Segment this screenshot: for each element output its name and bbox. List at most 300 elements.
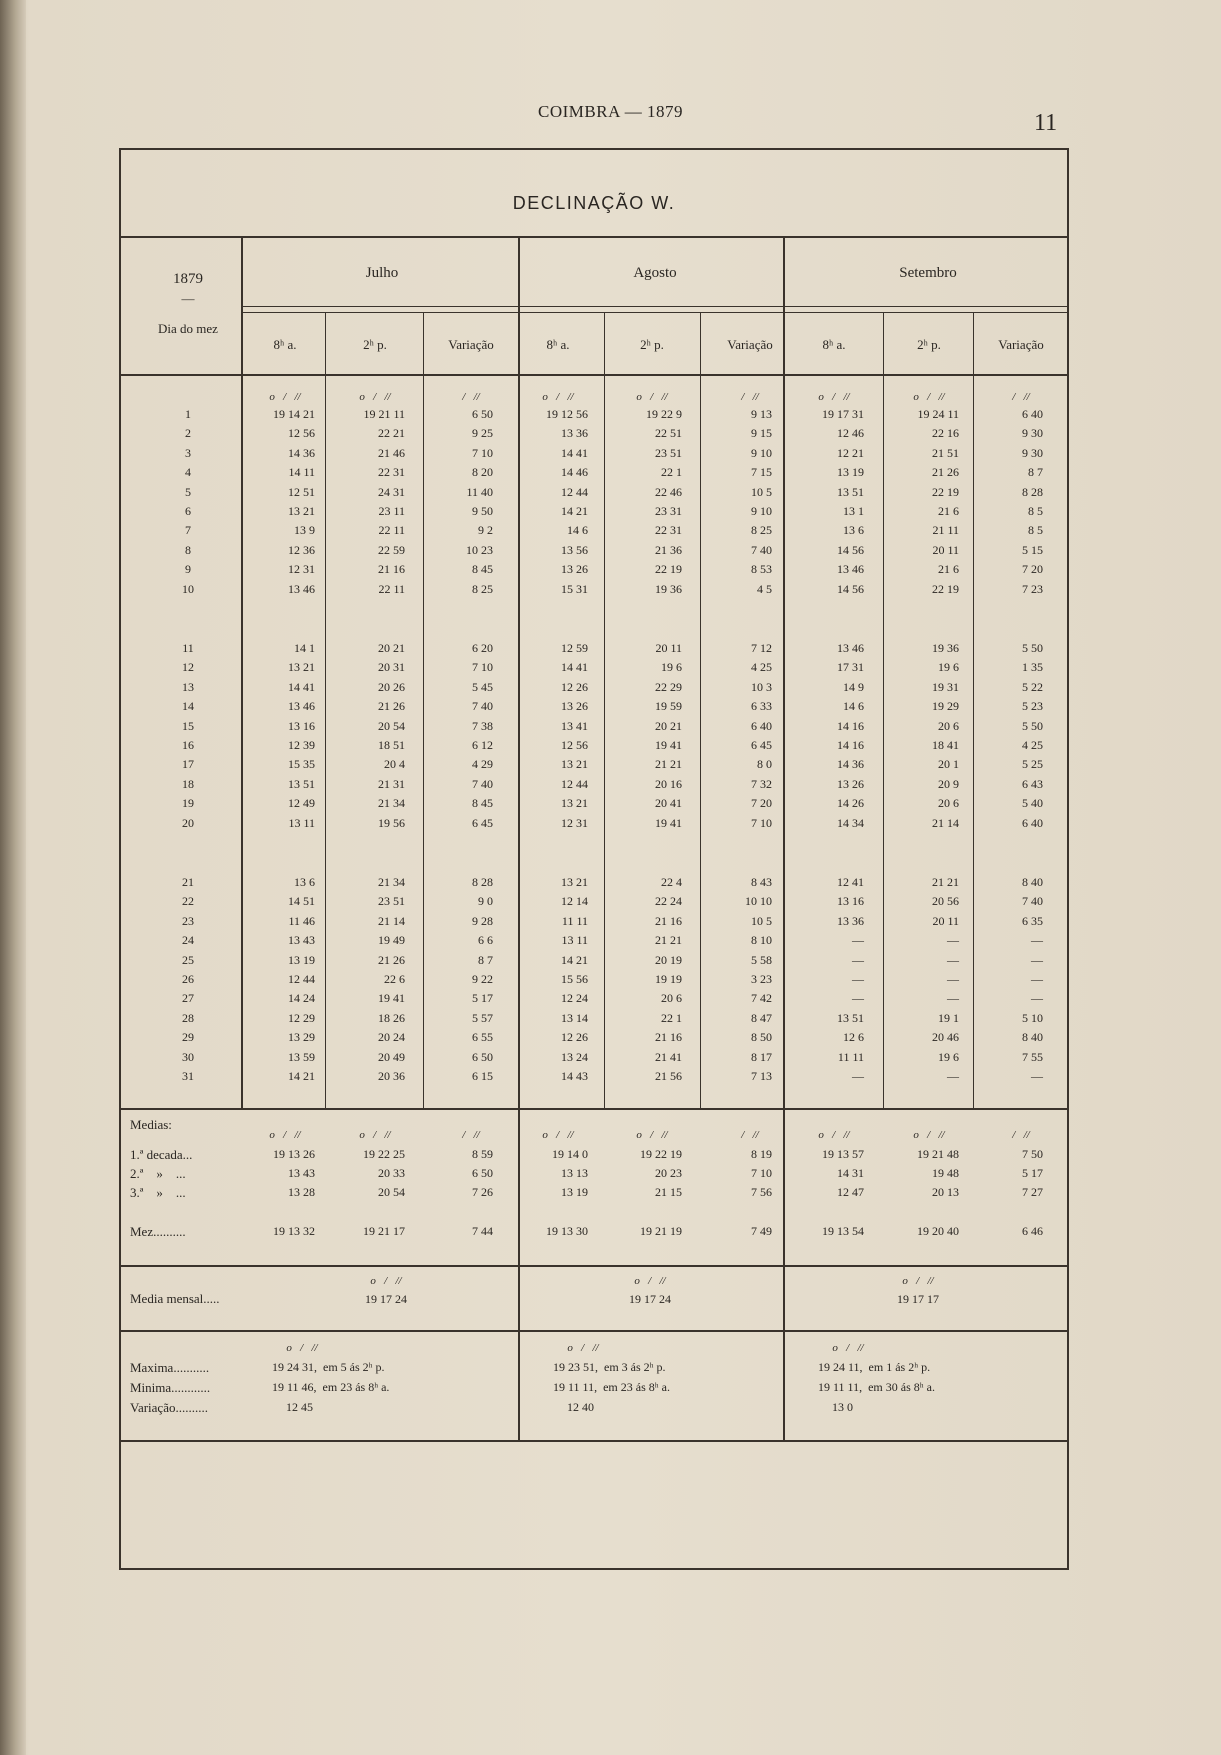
cell-julho-8h: 13 29 [288, 1030, 315, 1045]
cell-setembro-2h: 19 6 [938, 1049, 959, 1064]
cell-julho-2h: 22 21 [378, 426, 405, 441]
cell-setembro-2h: 19 1 [938, 1010, 959, 1025]
cell-julho-var: 4 29 [472, 757, 493, 772]
cell-setembro-2h: 21 21 [932, 875, 959, 889]
day-number: 15 [182, 718, 194, 733]
cell-agosto-8h: 12 14 [561, 894, 588, 909]
cell-agosto-2h: 20 6 [661, 991, 682, 1006]
medias-julho-8h: 13 43 [288, 1166, 315, 1180]
medias-row-label: 2.ª » ... [130, 1166, 186, 1181]
subheader-setembro-0: 8ʰ a. [822, 337, 846, 352]
cell-setembro-2h: 20 6 [938, 718, 959, 733]
cell-setembro-var: 7 20 [1022, 562, 1043, 577]
cell-setembro-8h: 13 46 [837, 562, 864, 577]
cell-agosto-2h: 22 4 [661, 875, 682, 889]
cell-setembro-2h: 20 1 [938, 757, 959, 772]
cell-setembro-8h: 13 46 [837, 641, 864, 655]
media-mensal-setembro: 19 17 17 [897, 1292, 939, 1306]
cell-agosto-8h: 13 26 [561, 699, 588, 714]
medias-julho-2h: 19 22 25 [363, 1147, 405, 1161]
cell-setembro-var: 5 22 [1022, 679, 1043, 694]
cell-agosto-2h: 19 41 [655, 738, 682, 752]
unit-media-mensal-setembro: o / // [902, 1275, 934, 1287]
cell-agosto-var: 7 32 [751, 776, 772, 791]
media-mensal-agosto: 19 17 24 [629, 1292, 671, 1306]
cell-agosto-2h: 23 51 [655, 445, 682, 460]
medias-agosto-var: 7 10 [751, 1166, 772, 1180]
cell-agosto-2h: 19 41 [655, 815, 682, 830]
day-number: 30 [182, 1049, 194, 1064]
cell-julho-var: 6 15 [472, 1069, 493, 1083]
cell-julho-2h: 19 21 11 [363, 407, 405, 421]
cell-setembro-var: 6 40 [1022, 407, 1043, 421]
cell-agosto-var: 10 3 [751, 679, 772, 694]
day-number: 1 [185, 407, 191, 421]
cell-agosto-var: 7 20 [751, 796, 772, 811]
cell-agosto-var: 8 10 [751, 933, 772, 948]
cell-julho-8h: 14 41 [288, 679, 315, 694]
unit-extremes-agosto: o / // [567, 1342, 599, 1354]
unit-julho-var: / // [462, 391, 480, 403]
cell-agosto-var: 6 45 [751, 738, 772, 752]
cell-agosto-8h: 14 43 [561, 1069, 588, 1083]
unit-julho-p2: o / // [359, 391, 391, 403]
cell-agosto-8h: 14 41 [561, 445, 588, 460]
cell-agosto-2h: 21 16 [655, 1030, 682, 1045]
medias-setembro-var: 6 46 [1022, 1224, 1043, 1238]
cell-setembro-var: 8 7 [1028, 465, 1043, 480]
cell-setembro-8h: 13 19 [837, 465, 864, 480]
cell-setembro-var: — [1031, 1069, 1043, 1083]
cell-setembro-8h: 14 9 [843, 679, 864, 694]
extreme-label: Variação.......... [130, 1400, 208, 1415]
table-rule [121, 374, 1067, 376]
extreme-label: Minima............ [130, 1380, 211, 1395]
medias-julho-var: 6 50 [472, 1166, 493, 1180]
cell-setembro-2h: 18 41 [932, 738, 959, 752]
cell-setembro-2h: 19 36 [932, 641, 959, 655]
cell-setembro-var: 8 5 [1028, 504, 1043, 518]
cell-julho-8h: 12 36 [288, 542, 315, 557]
cell-julho-2h: 20 26 [378, 679, 405, 694]
medias-setembro-8h: 19 13 54 [822, 1224, 864, 1238]
cell-setembro-var: 8 40 [1022, 1030, 1043, 1045]
cell-setembro-var: 8 40 [1022, 875, 1043, 889]
cell-julho-8h: 13 11 [288, 815, 315, 830]
cell-julho-8h: 13 19 [288, 952, 315, 967]
table-rule [700, 312, 701, 1108]
cell-setembro-8h: 17 31 [837, 660, 864, 675]
day-number: 18 [182, 776, 194, 791]
cell-agosto-8h: 13 36 [561, 426, 588, 441]
cell-setembro-2h: 20 6 [938, 796, 959, 811]
day-number: 16 [182, 738, 194, 752]
cell-julho-2h: 21 26 [378, 952, 405, 967]
cell-agosto-8h: 14 21 [561, 952, 588, 967]
medias-julho-8h: 19 13 32 [273, 1224, 315, 1238]
day-number: 6 [185, 504, 191, 518]
cell-agosto-8h: 19 12 56 [546, 407, 588, 421]
unit-setembro-a8: o / // [818, 391, 850, 403]
medias-setembro-8h: 19 13 57 [822, 1147, 864, 1161]
medias-setembro-2h: 19 21 48 [917, 1147, 959, 1161]
cell-julho-2h: 20 24 [378, 1030, 405, 1045]
unit-medias-julho-p2: o / // [359, 1129, 391, 1141]
unit-extremes-setembro: o / // [832, 1342, 864, 1354]
cell-agosto-2h: 19 19 [655, 972, 682, 986]
cell-agosto-var: 8 50 [751, 1030, 772, 1045]
unit-media-mensal-julho: o / // [370, 1275, 402, 1287]
cell-setembro-8h: — [852, 972, 864, 986]
cell-setembro-2h: 22 19 [932, 581, 959, 596]
cell-julho-var: 7 40 [472, 699, 493, 714]
media-mensal-label: Media mensal..... [130, 1291, 220, 1306]
cell-agosto-var: 10 5 [751, 913, 772, 928]
cell-julho-var: 8 20 [472, 465, 493, 480]
cell-julho-8h: 13 21 [288, 660, 315, 675]
cell-agosto-var: 5 58 [751, 952, 772, 967]
unit-setembro-var: / // [1012, 391, 1030, 403]
medias-label: Medias: [130, 1117, 172, 1132]
cell-setembro-2h: — [947, 933, 959, 948]
table-rule [121, 1265, 1067, 1267]
cell-agosto-8h: 13 11 [561, 933, 588, 948]
cell-agosto-var: 10 5 [751, 484, 772, 499]
cell-setembro-2h: 21 14 [932, 815, 959, 830]
cell-setembro-8h: 14 56 [837, 542, 864, 557]
day-number: 14 [182, 699, 194, 714]
medias-julho-var: 7 26 [472, 1185, 493, 1199]
cell-agosto-2h: 22 24 [655, 894, 682, 909]
cell-agosto-2h: 22 1 [661, 1010, 682, 1025]
cell-julho-2h: 22 31 [378, 465, 405, 480]
medias-setembro-2h: 20 13 [932, 1185, 959, 1199]
cell-setembro-var: 8 5 [1028, 523, 1043, 538]
cell-julho-var: 8 28 [472, 875, 493, 889]
cell-julho-var: 7 10 [472, 660, 493, 675]
cell-julho-var: 5 45 [472, 679, 493, 694]
unit-medias-julho-a8: o / // [269, 1129, 301, 1141]
cell-setembro-var: 5 15 [1022, 542, 1043, 557]
cell-agosto-var: 8 47 [751, 1010, 772, 1025]
page-number: 11 [1034, 110, 1058, 136]
cell-setembro-8h: 12 21 [837, 445, 864, 460]
unit-medias-setembro-var: / // [1012, 1129, 1030, 1141]
cell-julho-var: 9 50 [472, 504, 493, 518]
cell-agosto-2h: 21 36 [655, 542, 682, 557]
medias-agosto-2h: 21 15 [655, 1185, 682, 1199]
cell-julho-2h: 21 31 [378, 776, 405, 791]
day-number: 9 [185, 562, 191, 577]
cell-julho-2h: 22 6 [384, 972, 405, 986]
cell-julho-2h: 20 36 [378, 1069, 405, 1083]
medias-row-label: Mez.......... [130, 1224, 186, 1239]
cell-setembro-8h: — [852, 933, 864, 948]
day-number: 29 [182, 1030, 194, 1045]
cell-agosto-8h: 14 6 [567, 523, 588, 538]
cell-julho-8h: 13 6 [294, 875, 315, 889]
cell-julho-2h: 18 26 [378, 1010, 405, 1025]
cell-setembro-var: 7 55 [1022, 1049, 1043, 1064]
cell-agosto-8h: 12 59 [561, 641, 588, 655]
extreme-agosto: 12 40 [567, 1400, 594, 1414]
cell-agosto-var: 4 5 [757, 581, 772, 596]
day-number: 24 [182, 933, 194, 948]
cell-julho-2h: 20 4 [384, 757, 405, 772]
cell-agosto-var: 3 23 [751, 972, 772, 986]
medias-agosto-8h: 13 13 [561, 1166, 588, 1180]
cell-setembro-8h: 13 16 [837, 894, 864, 909]
cell-setembro-2h: 22 16 [932, 426, 959, 441]
day-column-label: Dia do mez [158, 321, 218, 336]
unit-medias-setembro-a8: o / // [818, 1129, 850, 1141]
cell-agosto-8h: 13 21 [561, 875, 588, 889]
day-number: 4 [185, 465, 191, 480]
table-rule [121, 1440, 1067, 1442]
cell-setembro-8h: — [852, 1069, 864, 1083]
cell-agosto-var: 6 33 [751, 699, 772, 714]
unit-setembro-p2: o / // [913, 391, 945, 403]
cell-agosto-8h: 13 24 [561, 1049, 588, 1064]
cell-julho-8h: 13 51 [288, 776, 315, 791]
cell-julho-var: 6 50 [472, 1049, 493, 1064]
cell-julho-var: 8 7 [478, 952, 493, 967]
cell-agosto-2h: 21 21 [655, 933, 682, 948]
cell-setembro-var: 5 40 [1022, 796, 1043, 811]
day-number: 17 [182, 757, 194, 772]
cell-setembro-2h: 21 11 [932, 523, 959, 538]
cell-julho-var: 11 40 [466, 484, 493, 499]
cell-agosto-var: 8 53 [751, 562, 772, 577]
cell-agosto-2h: 22 29 [655, 679, 682, 694]
cell-julho-2h: 18 51 [378, 738, 405, 752]
cell-julho-2h: 23 51 [378, 894, 405, 909]
cell-setembro-2h: — [947, 1069, 959, 1083]
day-number: 7 [185, 523, 191, 538]
cell-agosto-var: 7 15 [751, 465, 772, 480]
table-rule [121, 1330, 1067, 1332]
cell-agosto-2h: 19 36 [655, 581, 682, 596]
declination-table-frame [119, 148, 1069, 1570]
cell-setembro-8h: 14 36 [837, 757, 864, 772]
medias-agosto-var: 7 49 [751, 1224, 772, 1238]
cell-julho-2h: 22 11 [378, 581, 405, 596]
cell-agosto-8h: 15 56 [561, 972, 588, 986]
medias-row-label: 3.ª » ... [130, 1185, 186, 1200]
cell-julho-2h: 22 11 [378, 523, 405, 538]
cell-setembro-2h: 22 19 [932, 484, 959, 499]
subheader-julho-2: Variação [448, 337, 494, 352]
cell-julho-8h: 14 1 [294, 641, 315, 655]
cell-julho-8h: 13 16 [288, 718, 315, 733]
unit-extremes-julho: o / // [286, 1342, 318, 1354]
cell-setembro-var: 7 40 [1022, 894, 1043, 909]
cell-setembro-var: 9 30 [1022, 445, 1043, 460]
extreme-julho: 12 45 [286, 1400, 313, 1414]
medias-julho-var: 7 44 [472, 1224, 493, 1238]
cell-julho-8h: 12 49 [288, 796, 315, 811]
cell-agosto-8h: 14 46 [561, 465, 588, 480]
medias-julho-2h: 20 33 [378, 1166, 405, 1180]
medias-julho-8h: 13 28 [288, 1185, 315, 1199]
cell-setembro-var: 5 10 [1022, 1010, 1043, 1025]
cell-agosto-8h: 12 31 [561, 815, 588, 830]
day-number: 27 [182, 991, 194, 1006]
unit-agosto-var: / // [741, 391, 759, 403]
unit-agosto-p2: o / // [636, 391, 668, 403]
cell-julho-8h: 13 59 [288, 1049, 315, 1064]
cell-agosto-var: 7 10 [751, 815, 772, 830]
table-rule [243, 306, 1067, 307]
cell-agosto-var: 7 13 [751, 1069, 772, 1083]
table-title: DECLINAÇÃO W. [512, 193, 676, 213]
cell-julho-2h: 20 49 [378, 1049, 405, 1064]
cell-setembro-8h: 19 17 31 [822, 407, 864, 421]
month-julho: Julho [365, 265, 399, 281]
cell-julho-var: 6 50 [472, 407, 493, 421]
day-number: 13 [182, 679, 194, 694]
cell-setembro-var: — [1031, 972, 1043, 986]
unit-media-mensal-agosto: o / // [634, 1275, 666, 1287]
cell-julho-var: 8 25 [472, 581, 493, 596]
day-number: 31 [182, 1069, 194, 1083]
cell-agosto-2h: 21 41 [655, 1049, 682, 1064]
cell-setembro-8h: — [852, 991, 864, 1006]
subheader-setembro-2: Variação [998, 337, 1044, 352]
table-rule [121, 236, 1067, 238]
month-agosto: Agosto [633, 265, 677, 281]
extreme-setembro: 13 0 [832, 1400, 853, 1414]
cell-julho-2h: 20 21 [378, 641, 405, 655]
medias-agosto-8h: 19 14 0 [552, 1147, 588, 1161]
cell-agosto-8h: 13 26 [561, 562, 588, 577]
cell-julho-8h: 11 46 [288, 913, 315, 928]
cell-setembro-var: 6 43 [1022, 776, 1043, 791]
cell-setembro-8h: — [852, 952, 864, 967]
unit-medias-agosto-p2: o / // [636, 1129, 668, 1141]
extreme-agosto: 19 11 11, em 23 ás 8ʰ a. [553, 1380, 670, 1394]
cell-agosto-8h: 12 24 [561, 991, 588, 1006]
medias-agosto-2h: 19 21 19 [640, 1224, 682, 1238]
cell-setembro-var: 5 50 [1022, 641, 1043, 655]
cell-julho-2h: 19 49 [378, 933, 405, 948]
cell-agosto-var: 8 43 [751, 875, 772, 889]
unit-medias-julho-var: / // [462, 1129, 480, 1141]
day-number: 26 [182, 972, 194, 986]
cell-setembro-var: 9 30 [1022, 426, 1043, 441]
cell-agosto-8h: 12 56 [561, 738, 588, 752]
cell-julho-var: 9 2 [478, 523, 493, 538]
cell-agosto-2h: 21 56 [655, 1069, 682, 1083]
unit-medias-agosto-var: / // [741, 1129, 759, 1141]
cell-setembro-2h: 19 29 [932, 699, 959, 714]
cell-setembro-2h: 20 46 [932, 1030, 959, 1045]
medias-agosto-8h: 19 13 30 [546, 1224, 588, 1238]
cell-julho-var: 7 10 [472, 445, 493, 460]
cell-setembro-2h: 21 26 [932, 465, 959, 480]
extreme-setembro: 19 11 11, em 30 ás 8ʰ a. [818, 1380, 935, 1394]
cell-setembro-8h: 14 16 [837, 738, 864, 752]
extreme-setembro: 19 24 11, em 1 ás 2ʰ p. [818, 1360, 931, 1374]
cell-julho-8h: 12 51 [288, 484, 315, 499]
cell-julho-var: 10 23 [466, 542, 493, 557]
cell-setembro-2h: 20 11 [932, 542, 959, 557]
cell-agosto-2h: 21 21 [655, 757, 682, 772]
cell-agosto-8h: 15 31 [561, 581, 588, 596]
year-dash: — [181, 291, 195, 306]
day-number: 22 [182, 894, 194, 909]
cell-julho-8h: 13 9 [294, 523, 315, 538]
cell-julho-var: 6 6 [478, 933, 493, 948]
cell-julho-var: 9 0 [478, 894, 493, 909]
day-number: 28 [182, 1010, 194, 1025]
cell-agosto-8h: 12 26 [561, 679, 588, 694]
day-number: 20 [182, 815, 194, 830]
cell-agosto-8h: 12 44 [561, 776, 588, 791]
cell-julho-2h: 21 34 [378, 875, 405, 889]
medias-setembro-2h: 19 20 40 [917, 1224, 959, 1238]
cell-agosto-var: 8 25 [751, 523, 772, 538]
subheader-julho-1: 2ʰ p. [363, 337, 387, 352]
cell-agosto-2h: 22 46 [655, 484, 682, 499]
cell-agosto-2h: 22 31 [655, 523, 682, 538]
media-mensal-julho: 19 17 24 [365, 1292, 407, 1306]
medias-agosto-8h: 13 19 [561, 1185, 588, 1199]
cell-julho-8h: 13 43 [288, 933, 315, 948]
cell-julho-8h: 13 21 [288, 504, 315, 518]
cell-julho-2h: 23 11 [378, 504, 405, 518]
cell-julho-2h: 24 31 [378, 484, 405, 499]
cell-setembro-2h: 21 51 [932, 445, 959, 460]
cell-setembro-var: 4 25 [1022, 738, 1043, 752]
cell-julho-2h: 20 54 [378, 718, 405, 733]
unit-julho-a8: o / // [269, 391, 301, 403]
cell-agosto-8h: 13 21 [561, 757, 588, 772]
cell-setembro-8h: 13 26 [837, 776, 864, 791]
medias-julho-var: 8 59 [472, 1147, 493, 1161]
cell-agosto-2h: 22 51 [655, 426, 682, 441]
cell-julho-2h: 21 14 [378, 913, 405, 928]
cell-setembro-var: 6 40 [1022, 815, 1043, 830]
extreme-label: Maxima........... [130, 1360, 210, 1375]
day-number: 19 [182, 796, 194, 811]
cell-julho-8h: 12 31 [288, 562, 315, 577]
unit-agosto-a8: o / // [542, 391, 574, 403]
cell-julho-2h: 19 56 [378, 815, 405, 830]
cell-julho-var: 6 12 [472, 738, 493, 752]
cell-agosto-8h: 13 14 [561, 1010, 588, 1025]
cell-agosto-2h: 20 19 [655, 952, 682, 967]
medias-setembro-8h: 14 31 [837, 1166, 864, 1180]
table-rule [121, 1108, 1067, 1110]
year-label: 1879 [173, 271, 203, 287]
medias-setembro-var: 5 17 [1022, 1166, 1043, 1180]
cell-julho-2h: 22 59 [378, 542, 405, 557]
cell-setembro-2h: 19 31 [932, 679, 959, 694]
cell-setembro-2h: — [947, 952, 959, 967]
unit-medias-agosto-a8: o / // [542, 1129, 574, 1141]
cell-agosto-var: 9 13 [751, 407, 772, 421]
cell-julho-var: 9 28 [472, 913, 493, 928]
cell-agosto-2h: 19 6 [661, 660, 682, 675]
cell-julho-var: 7 38 [472, 718, 493, 733]
cell-setembro-8h: 13 36 [837, 913, 864, 928]
cell-julho-var: 6 55 [472, 1030, 493, 1045]
cell-agosto-var: 9 10 [751, 445, 772, 460]
cell-agosto-2h: 22 1 [661, 465, 682, 480]
unit-medias-setembro-p2: o / // [913, 1129, 945, 1141]
cell-setembro-var: — [1031, 933, 1043, 948]
